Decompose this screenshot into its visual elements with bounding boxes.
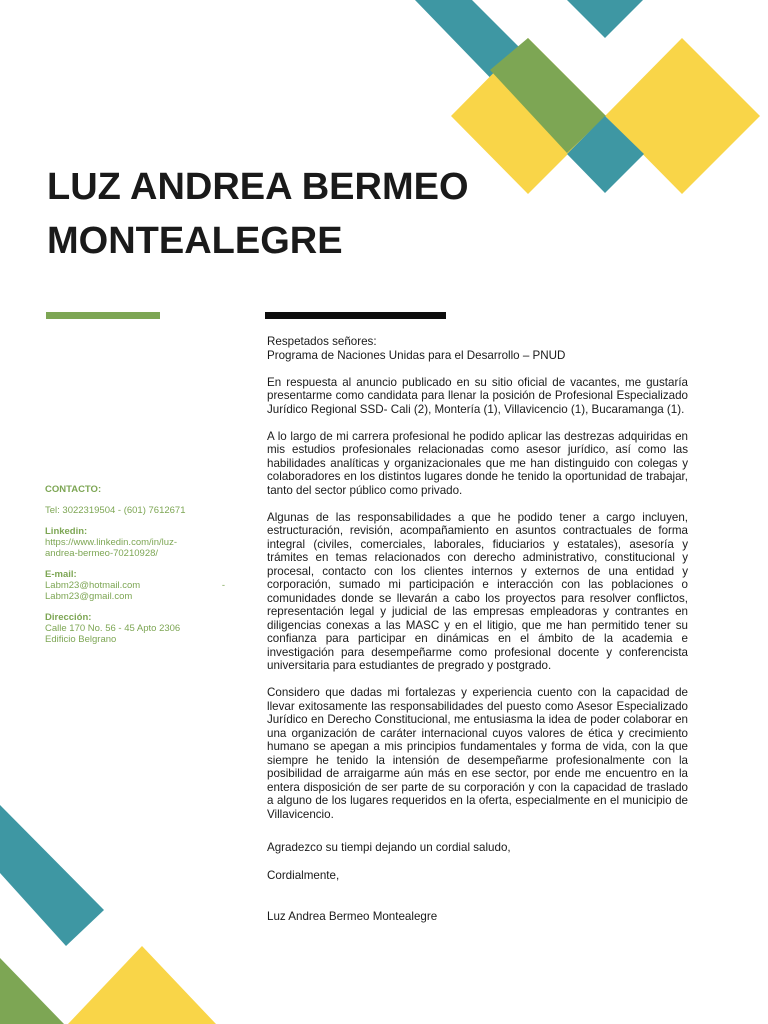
linkedin-label: Linkedin:	[45, 526, 88, 537]
address-label: Dirección:	[45, 612, 92, 623]
phone-text: Tel: 3022319504 - (601) 7612671	[45, 505, 186, 516]
paragraph-1: En respuesta al anuncio publicado en su sitio oficial de vacantes, me gustaría presentarme como candidata para llenar la posición de Profesional Especializado Jurídico Regional SSD- Cali (2), Montería (1), Villavicencio (1), Bucaramanga (1).	[267, 375, 688, 416]
yellow-diamond-right	[605, 38, 760, 194]
linkedin-link-line-2[interactable]: andrea-bermeo-70210928/	[45, 548, 159, 559]
paragraph-3: Algunas de las responsabilidades a que he podido tener a cargo incluyen, estructuración, revisión, acompañamiento en asuntos contractuales de forma integral (civiles, comerciales, laborales, fiduciarios y estatales), asesoría y trámites en temas relacionados con derecho administrativo, constitucional y procesal, contacto con los clientes internos y externos de una entidad y corporación, sumado mi participación e interacción con las poblaciones o comunidades donde se llevarán a cabo los proyectos para resolver conflictos, representación legal y judicial de las empresas empleadoras y contrantes en diligencias conexas a las MASC y en el litigio, que me han permitido tener su confianza para participar en dinámicas en el ámbito de la academia e investigación para desempeñarme como profesional docente y conferencista universitaria para estudiantes de pregrado y postgrado.	[267, 510, 688, 672]
black-divider	[265, 312, 446, 319]
teal-diagonal-band-bottom	[0, 805, 104, 946]
name-line-1: LUZ ANDREA BERMEO	[47, 166, 469, 208]
page-title	[47, 160, 517, 268]
email-label: E-mail:	[45, 569, 77, 580]
paragraph-4: Considero que dadas mi fortalezas y experiencia cuento con la capacidad de llevar exitosamente las responsabilidades del puesto como Asesor Especializado Jurídico en Derecho Constitucional, me entusiasma la idea de poder colaborar en una organización de caráter internacional cuyos valores de ética y crecimiento humano se apegan a mis principios fundamentales y forma de vida, con la que siempre he tenido la intensión de desempeñarme profesionalmente con la posibilidad de arraigarme aún más en ese sector, por ende me encuentro en la entera disposición de ser parte de su corporación y con la capacidad de traslado a alguno de los lugares requeridos en la oferta, especialmente en el municipio de Villavicencio.	[267, 686, 688, 821]
closing-line: Agradezco su tiempi dejando un cordial saludo,	[267, 841, 511, 854]
email-hotmail[interactable]: Labm23@hotmail.com	[45, 580, 141, 591]
email-separator: -	[221, 580, 225, 591]
contact-sidebar	[45, 484, 225, 645]
green-divider	[46, 312, 160, 319]
recipient: Programa de Naciones Unidas para el Desarrollo – PNUD	[267, 348, 566, 362]
yellow-triangle-bottom	[68, 946, 216, 1024]
closing-cordialmente: Cordialmente,	[267, 868, 340, 882]
email-row	[45, 580, 225, 591]
paragraph-2: A lo largo de mi carrera profesional he podido aplicar las destrezas adquiridas en mis estudios profesionales relacionadas como asesor jurídico, así como las habilidades analíticas y organizacionales que me han distinguido con colegas y colaboradores en los distintos lugares donde he tenido la oportunidad de trabajar, tanto del sector público como privado.	[267, 429, 688, 497]
email-gmail[interactable]: Labm23@gmail.com	[45, 591, 133, 602]
contact-label: CONTACTO:	[45, 484, 102, 495]
salutation: Respetados señores:	[267, 335, 377, 348]
address-line-2: Edificio Belgrano	[45, 634, 117, 645]
linkedin-link-line-1[interactable]: https://www.linkedin.com/in/luz-	[45, 537, 177, 548]
name-line-2: MONTEALEGRE	[47, 220, 343, 262]
address-line-1: Calle 170 No. 56 - 45 Apto 2306	[45, 623, 181, 634]
signature: Luz Andrea Bermeo Montealegre	[267, 910, 438, 923]
cover-letter-body	[267, 335, 688, 924]
green-triangle-bottom-left	[0, 958, 64, 1024]
teal-triangle-top-right	[567, 0, 643, 38]
